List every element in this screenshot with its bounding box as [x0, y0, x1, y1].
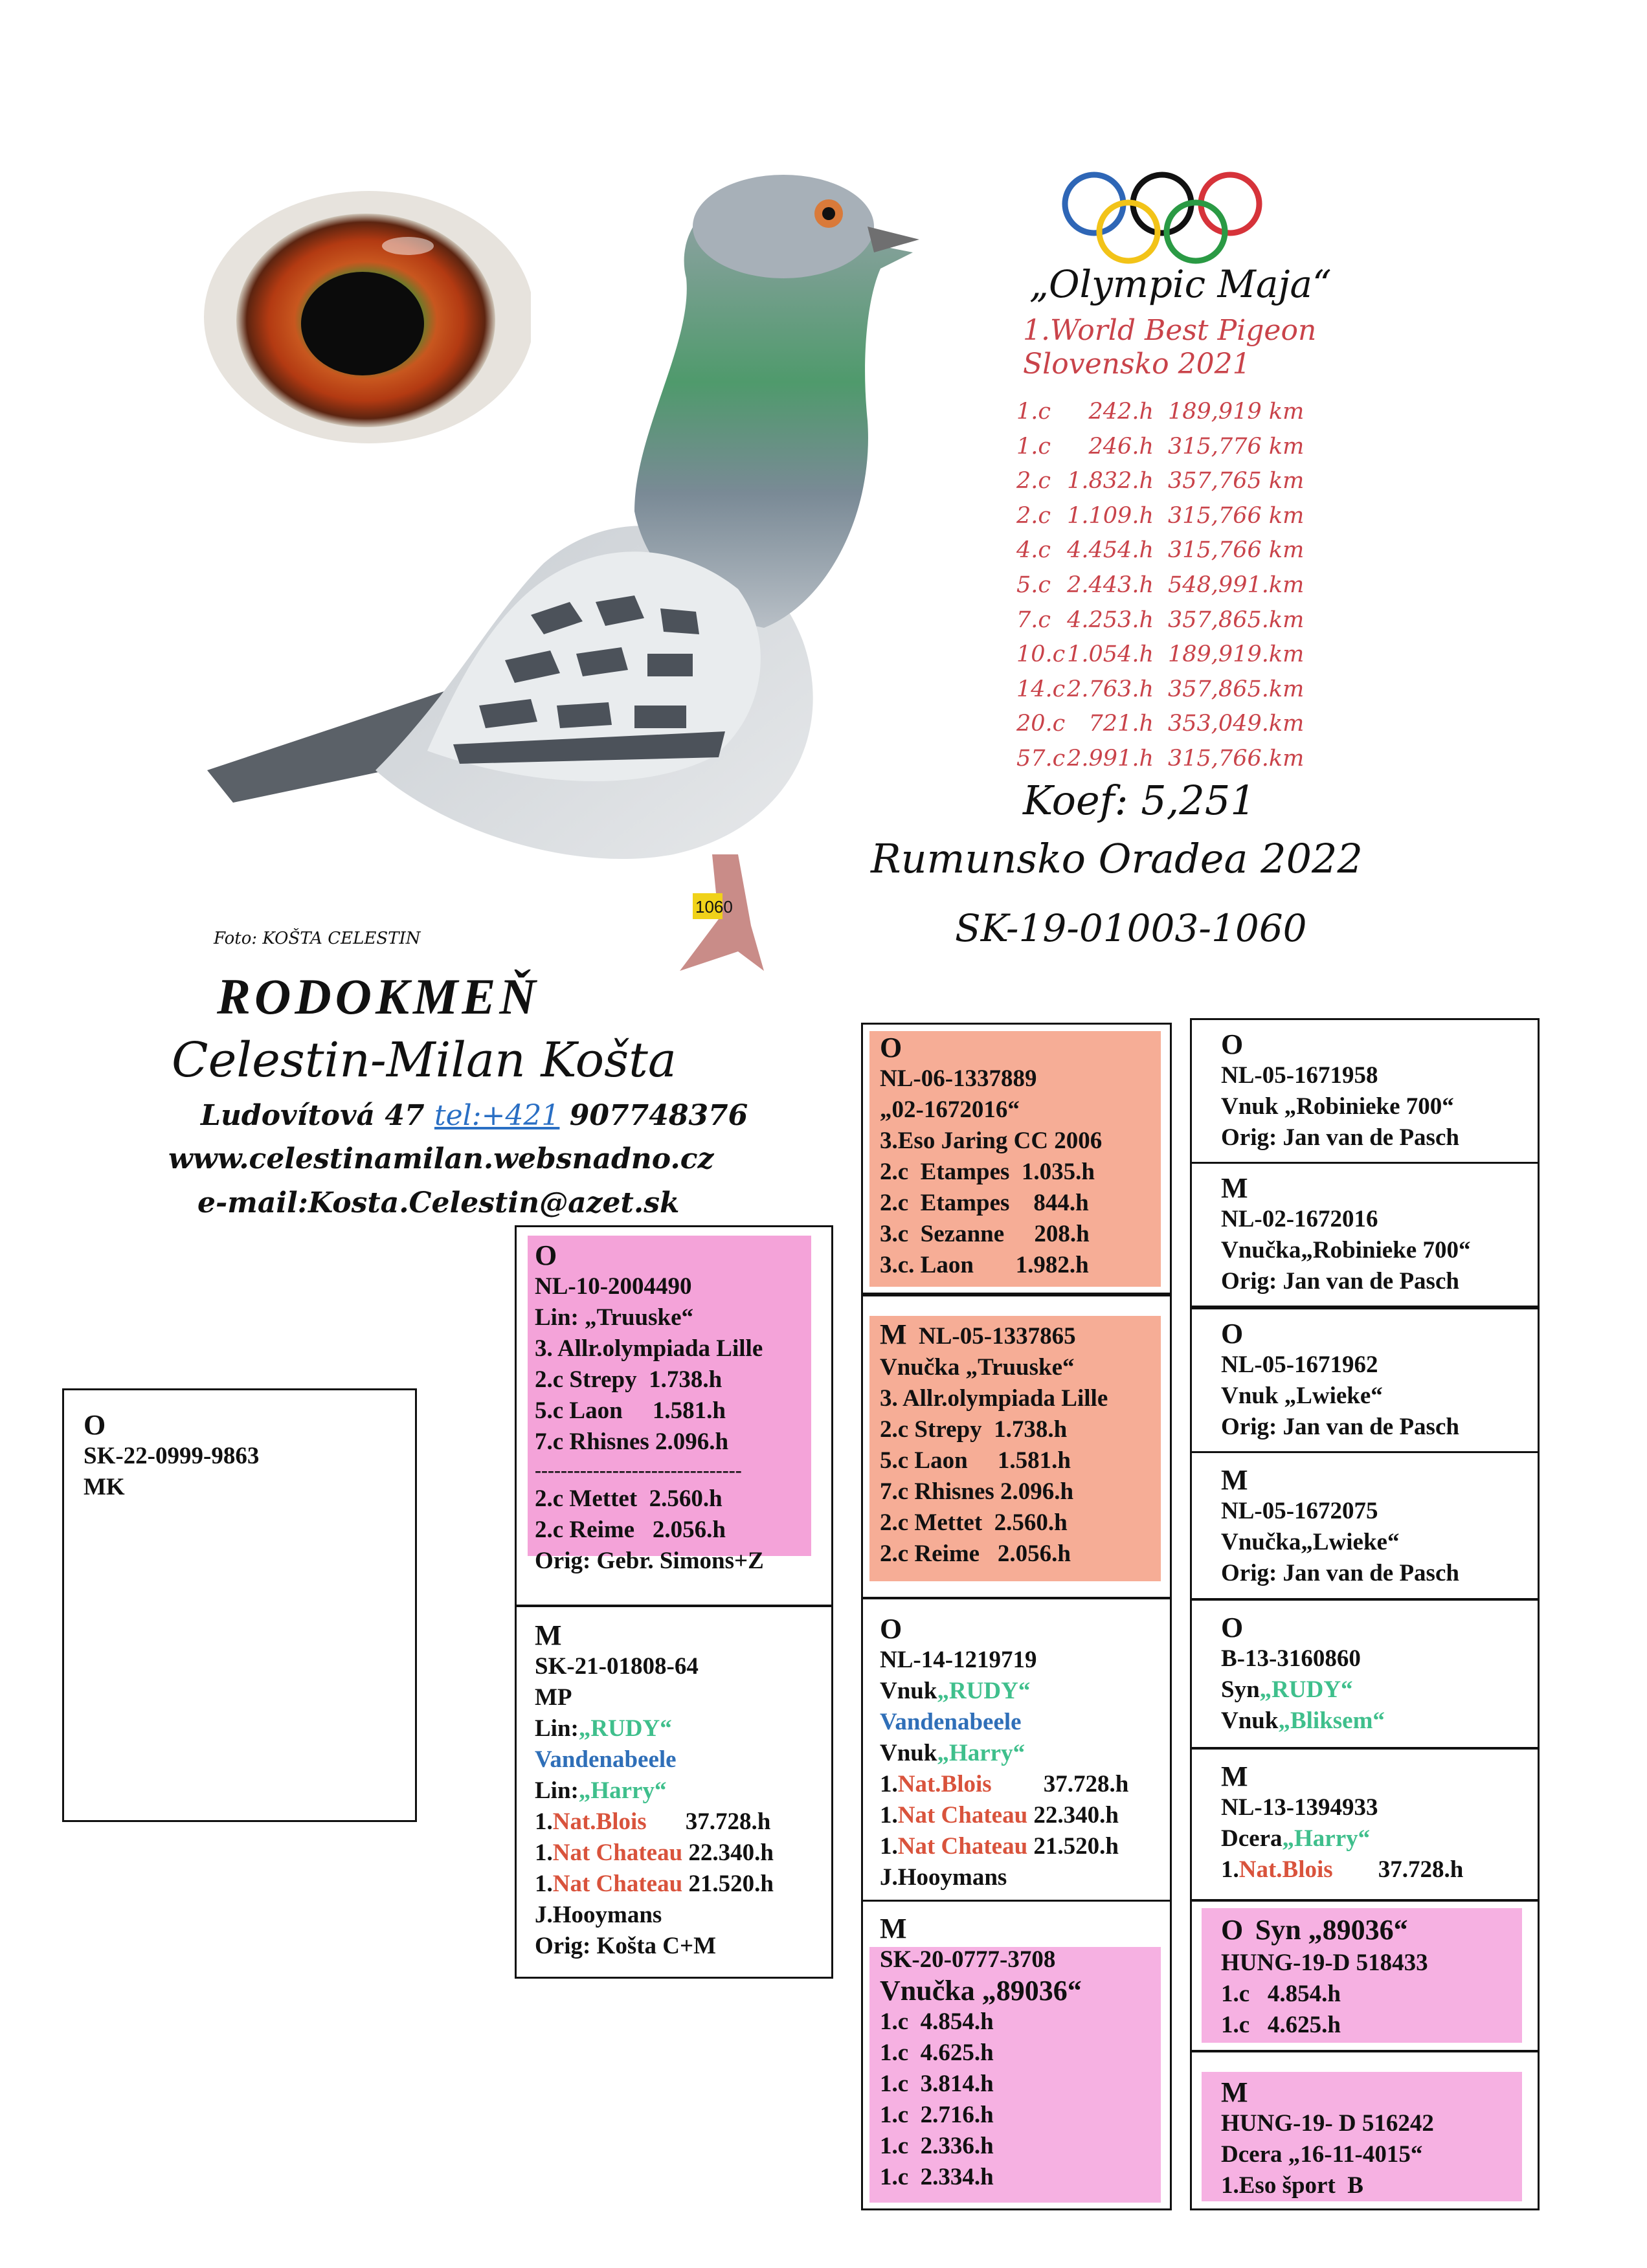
breeder: J.Hooymans — [880, 1864, 1007, 1891]
tel-number: 907748376 — [569, 1099, 748, 1132]
result: 5.c Laon 1.581.h — [535, 1397, 726, 1424]
name: Vnuk „Lwieke“ — [1221, 1383, 1383, 1409]
header — [1221, 1915, 1428, 1948]
result-row — [1016, 603, 1304, 638]
result: 1.c 2.334.h — [880, 2164, 994, 2190]
harry: „Harry“ — [578, 1777, 667, 1804]
result: 7.c Rhisnes 2.096.h — [880, 1478, 1074, 1505]
result: 1.Nat.Blois 37.728.h — [880, 1771, 1129, 1797]
note: MP — [535, 1684, 572, 1711]
name: Vnučka „89036“ — [880, 1975, 1082, 2007]
ring: B-13-3160860 — [1221, 1645, 1361, 1672]
pigeon-name: „Olympic Maja“ — [1029, 262, 1332, 306]
harry: „Harry“ — [1282, 1825, 1371, 1852]
subject-box — [62, 1388, 417, 1822]
result-distance: 357,865.km — [1168, 676, 1305, 702]
award-line-1: 1.World Best Pigeon — [1023, 314, 1317, 347]
result: 5.c Laon 1.581.h — [880, 1447, 1071, 1474]
fff-box — [1190, 1018, 1540, 1164]
sex: M — [880, 1913, 907, 1944]
result-row — [1016, 673, 1304, 707]
result-row — [1016, 533, 1304, 568]
sex: M — [880, 1318, 907, 1350]
result: 3.c. Laon 1.982.h — [880, 1252, 1089, 1278]
result-distance: 315,766 km — [1168, 502, 1305, 529]
lin-label: Lin: — [535, 1777, 579, 1804]
result-birds: 2.443.h — [1067, 572, 1154, 598]
orig: Orig: Košta C+M — [535, 1933, 717, 1959]
mff-box — [1190, 1599, 1540, 1749]
result-birds: 4.253.h — [1067, 606, 1154, 633]
orig: Orig: Jan van de Pasch — [1221, 1414, 1459, 1440]
result-distance: 189,919 km — [1168, 399, 1305, 425]
fmm-box — [1190, 1451, 1540, 1600]
rudy: „RUDY“ — [937, 1678, 1031, 1704]
result-place: 1.c — [1016, 399, 1051, 425]
title: 3.Eso Jaring CC 2006 — [880, 1128, 1103, 1154]
award-line-2: Slovensko 2021 — [1023, 348, 1251, 381]
result-place: 7.c — [1016, 606, 1051, 633]
result: 2.c Mettet 2.560.h — [880, 1509, 1068, 1536]
result-birds: 242.h — [1088, 399, 1154, 425]
result: 1.Nat Chateau 21.520.h — [880, 1833, 1119, 1860]
result-distance: 548,991.km — [1168, 572, 1305, 598]
result-row — [1016, 499, 1304, 534]
ring: SK-21-01808-64 — [535, 1653, 699, 1680]
result-place: 10.c — [1016, 641, 1066, 668]
result-place: 4.c — [1016, 537, 1051, 564]
result-birds: 246.h — [1088, 433, 1154, 460]
result-birds: 4.454.h — [1067, 537, 1154, 564]
result-distance: 353,049.km — [1168, 711, 1305, 737]
orig: Orig: Gebr. Simons+Z — [535, 1548, 764, 1574]
result: 2.c Strepy 1.738.h — [535, 1366, 723, 1393]
olympic-rings-icon — [1059, 168, 1272, 265]
fm-box — [861, 1295, 1172, 1599]
result: 1.Nat Chateau 22.340.h — [880, 1802, 1119, 1829]
result: 3.c Sezanne 208.h — [880, 1221, 1090, 1247]
sex: O — [880, 1032, 902, 1063]
line: Lin: „Truuske“ — [535, 1304, 694, 1331]
mother-box — [515, 1605, 833, 1979]
sex: O — [1221, 1914, 1244, 1946]
ring: NL-10-2004490 — [535, 1273, 692, 1300]
result-birds: 721.h — [1088, 711, 1154, 737]
address — [201, 1099, 748, 1132]
result-birds: 1.832.h — [1067, 468, 1154, 495]
ring: NL-14-1219719 — [880, 1647, 1037, 1673]
tel-link[interactable]: tel:+421 — [434, 1099, 560, 1132]
mm-results — [880, 2007, 1082, 2193]
note: MK — [84, 1474, 125, 1500]
name: Vnučka„Robinieke 700“ — [1221, 1237, 1471, 1263]
ring: NL-02-1672016 — [1221, 1206, 1378, 1232]
ring: NL-05-1672075 — [1221, 1498, 1378, 1524]
result-distance: 189,919.km — [1168, 641, 1305, 668]
sex: M — [1221, 1464, 1248, 1496]
mm-box — [861, 1900, 1172, 2210]
title: 3. Allr.olympiada Lille — [880, 1385, 1108, 1412]
result-row — [1016, 568, 1304, 603]
result-distance: 357,765 km — [1168, 468, 1305, 495]
result: 2.c Etampes 844.h — [880, 1190, 1089, 1216]
result-place: 57.c — [1016, 745, 1066, 772]
vandenabeele: Vandenabeele — [880, 1709, 1022, 1735]
result-place: 14.c — [1016, 676, 1066, 702]
result-row — [1016, 430, 1304, 465]
result: 1.c 2.336.h — [880, 2133, 994, 2159]
lineage: Vnuk„Harry“ — [880, 1740, 1025, 1766]
result: 2.c Mettet 2.560.h — [535, 1485, 723, 1512]
orig: Orig: Jan van de Pasch — [1221, 1268, 1459, 1295]
owner-name: Celestin-Milan Košta — [172, 1032, 677, 1088]
photo-credit: Foto: KOŠTA CELESTIN — [214, 929, 421, 948]
name: Vnučka„Lwieke“ — [1221, 1529, 1400, 1555]
result: 1.Nat.Blois 37.728.h — [1221, 1856, 1464, 1883]
result-place: 5.c — [1016, 572, 1051, 598]
sex: O — [880, 1613, 902, 1645]
result-distance: 315,766.km — [1168, 745, 1305, 772]
harry: „Harry“ — [937, 1740, 1025, 1766]
result: 1.c 4.854.h — [1221, 1981, 1341, 2007]
street: Ludovítová 47 — [201, 1099, 425, 1132]
result: 1.c 4.625.h — [1221, 2012, 1341, 2038]
name: Vnuk „Robinieke 700“ — [1221, 1093, 1454, 1120]
result-distance: 357,865.km — [1168, 606, 1305, 633]
result-birds: 2.991.h — [1067, 745, 1154, 772]
result: 1.c 3.814.h — [880, 2071, 994, 2097]
result-birds: 1.109.h — [1067, 502, 1154, 529]
result-place: 20.c — [1016, 711, 1066, 737]
result-row — [1016, 742, 1304, 777]
mf-box — [861, 1597, 1172, 1902]
rudy: „RUDY“ — [578, 1715, 672, 1742]
ring: SK-22-0999-9863 — [84, 1443, 260, 1469]
ring: NL-05-1671962 — [1221, 1351, 1378, 1378]
sex: O — [1221, 1318, 1244, 1350]
result: 1.Nat Chateau 21.520.h — [535, 1871, 774, 1897]
result-distance: 315,766 km — [1168, 537, 1305, 564]
vandenabeele: Vandenabeele — [535, 1746, 677, 1773]
ff-box — [861, 1023, 1172, 1295]
ring: HUNG-19-D 518433 — [1221, 1950, 1428, 1976]
mfm-box — [1190, 1748, 1540, 1901]
title: 3. Allr.olympiada Lille — [535, 1335, 763, 1362]
orig: Orig: Jan van de Pasch — [1221, 1124, 1459, 1151]
result-row — [1016, 395, 1304, 430]
result: 1.c 4.625.h — [880, 2040, 994, 2066]
page-title: RODOKMEŇ — [217, 968, 540, 1025]
result: 1.Nat.Blois 37.728.h — [535, 1808, 771, 1835]
pigeon-award — [1023, 314, 1316, 381]
result: 1.c 2.716.h — [880, 2102, 994, 2128]
leg-band-text: 1060 — [695, 897, 733, 917]
race: Rumunsko Oradea 2022 — [871, 835, 1363, 882]
lineage — [535, 1775, 774, 1807]
result-place: 2.c — [1016, 502, 1051, 529]
ring: HUNG-19- D 516242 — [1221, 2110, 1434, 2137]
pigeon-ring: SK-19-01003-1060 — [955, 906, 1307, 950]
breeder: J.Hooymans — [535, 1902, 662, 1928]
result: 1.c 4.854.h — [880, 2008, 994, 2035]
ring: NL-05-1671958 — [1221, 1062, 1378, 1089]
result: 7.c Rhisnes 2.096.h — [535, 1429, 729, 1455]
lineage: Syn„RUDY“ — [1221, 1676, 1353, 1703]
name: Dcera „16-11-4015“ — [1221, 2141, 1423, 2168]
result-place: 2.c — [1016, 468, 1051, 495]
sex: O — [1221, 1028, 1244, 1060]
divider: -------------------------------- — [535, 1460, 742, 1481]
sex: O — [535, 1240, 557, 1271]
lineage: Vnuk„RUDY“ — [880, 1678, 1031, 1704]
ring: NL-05-1337865 — [919, 1323, 1076, 1350]
results-list — [1016, 395, 1304, 777]
sex: M — [1221, 1761, 1248, 1792]
result: 1.Nat Chateau 22.340.h — [535, 1840, 774, 1866]
father-box — [515, 1225, 833, 1606]
result: 2.c Strepy 1.738.h — [880, 1416, 1068, 1443]
title: Syn „89036“ — [1255, 1914, 1408, 1946]
sex: M — [1221, 1172, 1248, 1204]
orig: Orig: Jan van de Pasch — [1221, 1560, 1459, 1586]
header — [880, 1319, 1108, 1352]
lin-label: Lin: — [535, 1715, 579, 1742]
result-row — [1016, 464, 1304, 499]
website: www.celestinamilan.websnadno.cz — [168, 1142, 714, 1175]
bliksem: „Bliksem“ — [1278, 1707, 1385, 1734]
result-birds: 2.763.h — [1067, 676, 1154, 702]
fmf-box — [1190, 1307, 1540, 1453]
sex: M — [1221, 2076, 1248, 2108]
email: e-mail:Kosta.Celestin@azet.sk — [197, 1186, 680, 1219]
result-birds: 1.054.h — [1067, 641, 1154, 668]
koef: Koef: 5,251 — [1023, 777, 1256, 824]
result: 2.c Etampes 1.035.h — [880, 1159, 1095, 1185]
result-row — [1016, 638, 1304, 673]
ring: NL-13-1394933 — [1221, 1794, 1378, 1821]
mmm-box — [1190, 2051, 1540, 2210]
mmf-box — [1190, 1900, 1540, 2052]
result-place: 1.c — [1016, 433, 1051, 460]
rudy: „RUDY“ — [1259, 1676, 1353, 1703]
result-row — [1016, 707, 1304, 742]
ring: SK-20-0777-3708 — [880, 1946, 1056, 1973]
name: Vnučka „Truuske“ — [880, 1354, 1075, 1381]
ring: NL-06-1337889 — [880, 1065, 1037, 1092]
lineage: Vnuk„Bliksem“ — [1221, 1707, 1385, 1734]
sex: O — [84, 1409, 106, 1441]
lineage: Dcera„Harry“ — [1221, 1825, 1371, 1852]
result-distance: 315,776 km — [1168, 433, 1305, 460]
result: 2.c Reime 2.056.h — [535, 1517, 726, 1543]
ffm-box — [1190, 1162, 1540, 1307]
title: 1.Eso šport B — [1221, 2172, 1363, 2199]
sex: M — [535, 1619, 562, 1651]
sex: O — [1221, 1612, 1244, 1643]
lineage — [535, 1713, 774, 1744]
name: „02-1672016“ — [880, 1096, 1020, 1123]
result: 2.c Reime 2.056.h — [880, 1540, 1071, 1567]
